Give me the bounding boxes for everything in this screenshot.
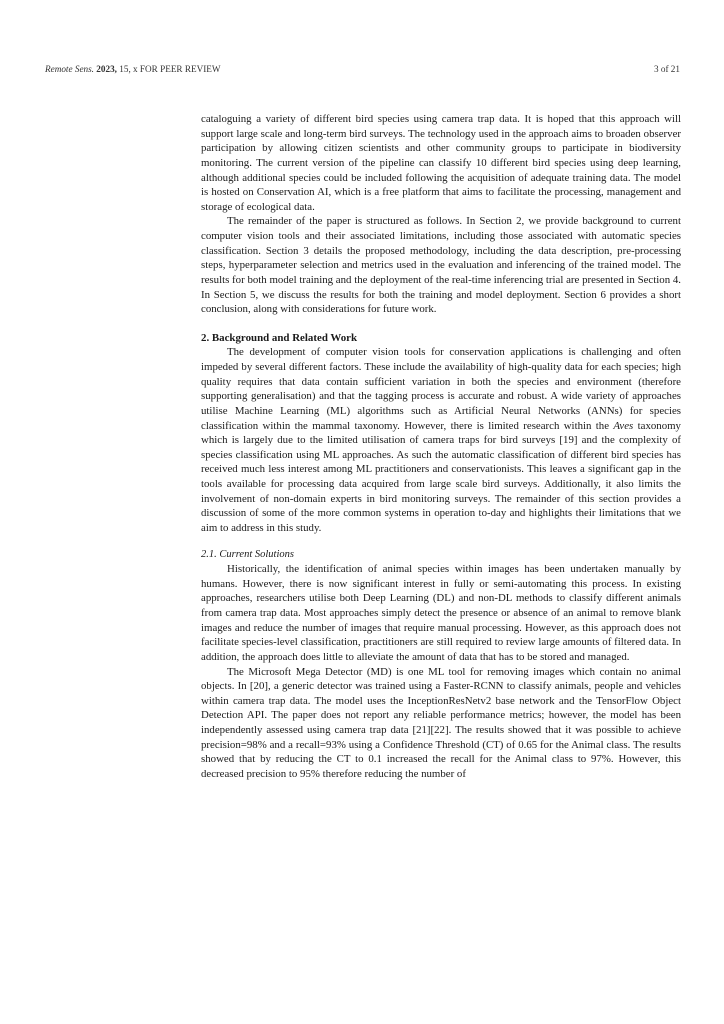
- paragraph-paper-structure: The remainder of the paper is structured as follows. In Section 2, we provide background to current computer vision tools and their associated limitations, including those associated with automatic species classification. Section 3 details the proposed methodology, including the data description, pre-processing steps, hyperparameter selection and metrics used in the evaluation and inferencing of the trained model. The results for both model training and the deployment of the real-time inferencing trial are presented in Section 4. In Section 5, we discuss the results for both the training and model deployment. Section 6 provides a short conclusion, along with considerations for future work.: [201, 215, 681, 316]
- article-body: [201, 112, 681, 782]
- volume-info: 15, x FOR PEER REVIEW: [116, 64, 221, 74]
- running-head: [45, 64, 221, 75]
- background-text-part1: The development of computer vision tools for conservation applications is challenging and often impeded by several different factors. These include the availability of high-quality data for each species; high quality requires that data contain sufficient variation in both the species and environment (therefore supporting generalisation) and that the tagging process is accurate and robust. A wide variety of approaches utilise Machine Learning (ML) algorithms such as Artificial Neural Networks (ANNs) for species classification within the mammal taxonomy. However, there is limited research within the: [201, 346, 681, 432]
- aves-term: Aves: [613, 419, 634, 432]
- page-number: 3 of 21: [653, 64, 680, 74]
- subsection-heading-current-solutions: 2.1. Current Solutions: [201, 548, 294, 560]
- paragraph-mega-detector: The Microsoft Mega Detector (MD) is one ML tool for removing images which contain no animal objects. In [20], a generic detector was trained using a Faster-RCNN to classify animals, people and vehicles within camera trap data. The model uses the InceptionResNetv2 base network and the TensorFlow Object Detection API. The paper does not report any reliable performance metrics; however, the model has been independently assessed using camera trap data [21][22]. The results showed that it was possible to achieve precision=98% and a recall=93% using a Confidence Threshold (CT) of 0.65 for the Animal class. The results showed that by reducing the CT to 0.1 increased the recall for the Animal class to 97%. However, this decreased precision to 95% therefore reducing the number of: [201, 665, 681, 780]
- paragraph-historical-identification: Historically, the identification of animal species within images has been undertaken manually by humans. However, there is now significant interest in fully or semi-automating this process. In existing approaches, researchers utilise both Deep Learning (DL) and non-DL methods to classify different animals from camera trap data. Most approaches simply detect the presence or absence of an animal to remove blank images and reduce the number of images that require manual processing. However, as this approach does not facilitate species-level classification, practitioners are still required to review large amounts of filtered data. In addition, the approach does little to alleviate the amount of data that has to be stored and managed.: [201, 563, 681, 663]
- paragraph-intro-continuation: cataloguing a variety of different bird species using camera trap data. It is hoped that this approach will support large scale and long-term bird surveys. The technology used in the approach aims to broaden observer participation by allowing citizen scientists and other community groups to participate in biodiversity monitoring. The current version of the pipeline can classify 10 different bird species using deep learning, although additional species could be included following the acquisition of adequate training data. The model is hosted on Conservation AI, which is a free platform that aims to facilitate the processing, management and storage of ecological data.: [201, 113, 681, 213]
- paragraph-background: [201, 345, 681, 535]
- journal-name: Remote Sens.: [45, 64, 94, 74]
- journal-year: 2023,: [96, 64, 117, 74]
- background-text-part2: taxonomy which is largely due to the limited utilisation of camera traps for bird surveys [19] and the complexity of species classification using ML approaches. As such the automatic classification of different bird species has received much less interest among ML practitioners and conservationists. This leaves a significant gap in the tools available for processing data acquired from large scale bird surveys. Additionally, it also limits the involvement of non-domain experts in bird monitoring surveys. The remainder of this section provides a discussion of some of the more common systems in operation to-day and highlights their limitations that we aim to address in this study.: [201, 419, 681, 534]
- section-heading-background: 2. Background and Related Work: [201, 331, 358, 344]
